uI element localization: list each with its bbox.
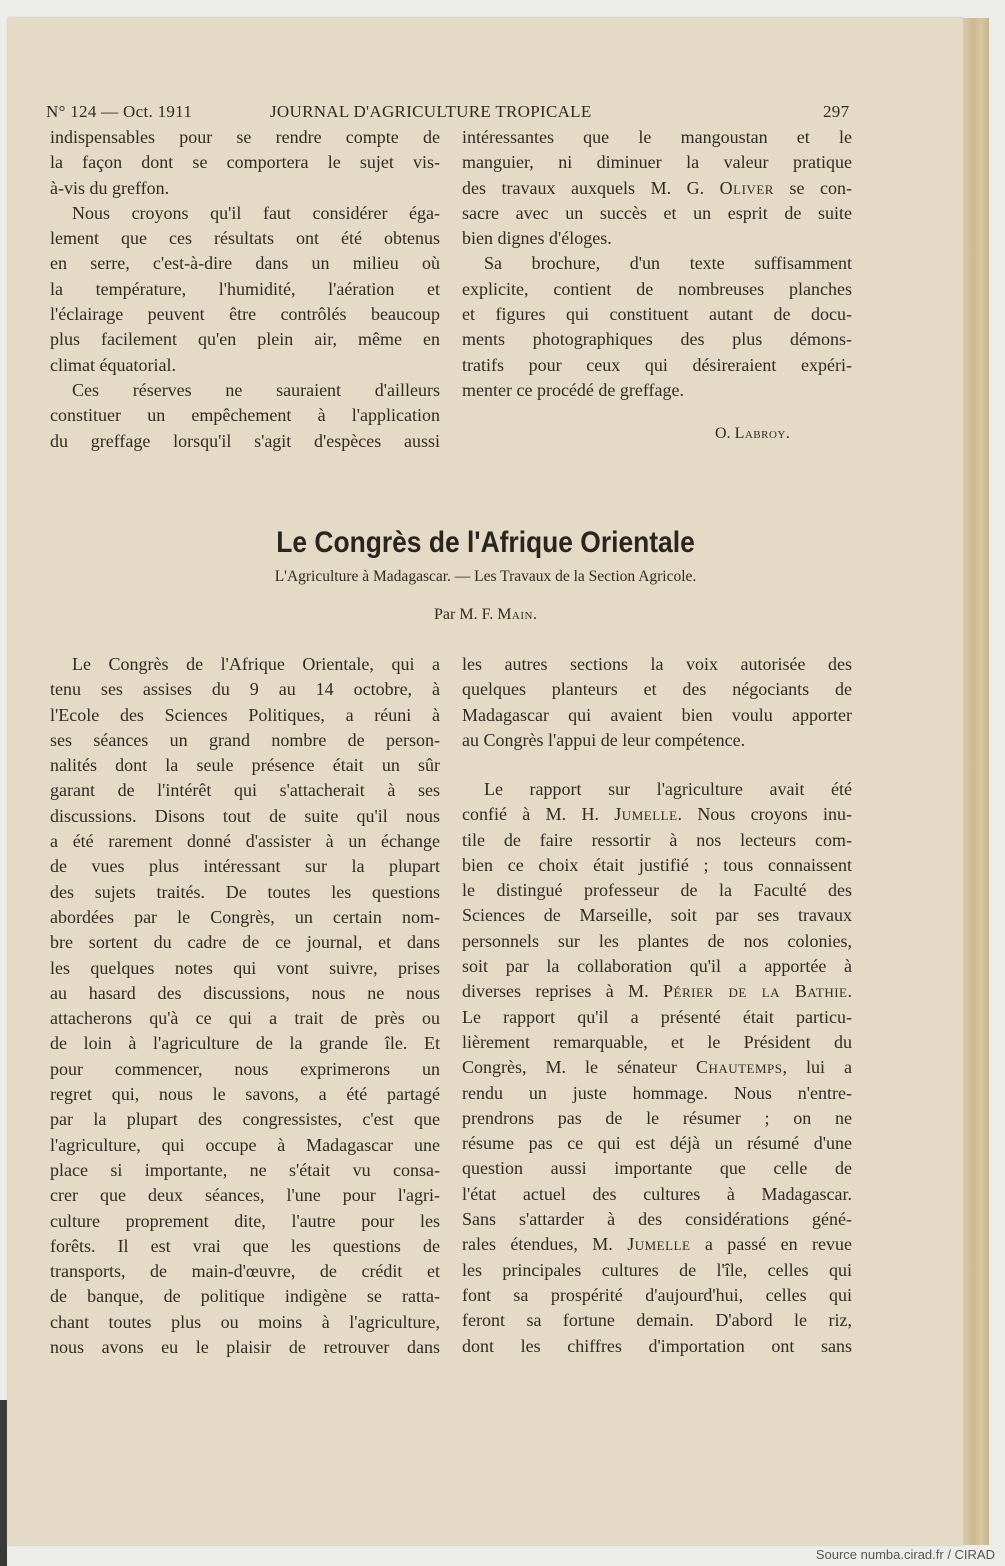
text-line <box>462 878 852 903</box>
text-segment: a été rarement donné d'assister à un échange <box>50 831 440 852</box>
text-segment: tenu ses assises du 9 au 14 octobre, à <box>50 679 440 700</box>
text-segment: l'éclairage peuvent être contrôlés beaucoup <box>50 304 440 325</box>
text-segment: de loin à l'agriculture de la grande île. Et <box>50 1033 440 1054</box>
text-segment: . <box>847 981 852 1002</box>
text-line <box>50 778 440 803</box>
text-segment: Ces réserves ne sauraient d'ailleurs <box>72 379 440 400</box>
byline-end: . <box>532 606 537 623</box>
text-line <box>50 905 440 930</box>
text-line <box>50 1259 440 1284</box>
text-segment: lement que ces résultats ont été obtenus <box>50 228 440 249</box>
text-segment: , lui a <box>782 1057 852 1078</box>
text-segment: a passé en revue <box>690 1234 852 1255</box>
text-line <box>462 1131 852 1156</box>
bottom-right-column <box>462 777 852 1359</box>
text-line <box>462 728 852 753</box>
text-line <box>50 677 440 702</box>
text-segment: attacherons qu'à ce qui a trait de près ou <box>50 1008 440 1029</box>
text-line <box>50 1209 440 1234</box>
text-segment: Le Congrès de l'Afrique Orientale, qui a <box>72 654 440 674</box>
text-segment: manguier, ni diminuer la valeur pratique <box>462 152 852 173</box>
text-line <box>462 1055 852 1080</box>
byline-prefix: Par M. F. <box>434 606 498 623</box>
text-line <box>462 652 852 677</box>
signature-end: . <box>785 425 790 442</box>
text-segment: bre sortent du cadre de ce journal, et dans <box>50 932 440 953</box>
text-line <box>50 753 440 778</box>
person-name: Périer de la Bathie <box>663 981 848 1002</box>
person-name: Oliver <box>719 177 774 198</box>
top-left-column <box>50 125 440 454</box>
text-segment: plus facilement qu'en plein air, même en <box>50 329 440 350</box>
text-line <box>50 1310 440 1335</box>
text-segment: rendu un juste hommage. Nous n'entre- <box>462 1082 852 1103</box>
text-line <box>462 1081 852 1106</box>
text-segment: prendrons pas de le résumer ; on ne <box>462 1107 852 1128</box>
text-segment: Sans s'attarder à des considérations géné- <box>462 1209 852 1230</box>
text-segment: bien ce choix était justifié ; tous connaissent <box>462 854 852 875</box>
text-segment: dont les chiffres d'importation ont sans <box>462 1335 852 1356</box>
text-line <box>462 201 852 226</box>
text-line <box>50 1107 440 1132</box>
text-line <box>50 176 440 201</box>
text-line <box>50 652 440 677</box>
text-line <box>462 1005 852 1030</box>
text-segment: l'Ecole des Sciences Politiques, a réuni à <box>50 704 440 725</box>
text-segment: ses séances un grand nombre de person- <box>50 729 440 750</box>
text-line <box>50 1158 440 1183</box>
text-segment: bien dignes d'éloges. <box>462 228 612 249</box>
page-number: 297 <box>823 102 850 121</box>
text-line <box>50 1183 440 1208</box>
text-segment: à-vis du greffon. <box>50 177 170 198</box>
text-line <box>50 1284 440 1309</box>
text-line <box>50 956 440 981</box>
text-line <box>50 930 440 955</box>
text-segment: forêts. Il est vrai que les questions de <box>50 1235 440 1256</box>
text-line <box>50 1031 440 1056</box>
article-title: Le Congrès de l'Afrique Orientale <box>276 526 695 559</box>
text-line <box>462 1030 852 1055</box>
person-name: Chautemps <box>695 1057 783 1078</box>
text-segment: . Nous croyons inu- <box>677 804 852 825</box>
text-segment: Nous croyons qu'il faut considérer éga- <box>72 202 440 223</box>
text-segment: chant toutes plus ou moins à l'agriculture, <box>50 1311 440 1332</box>
text-segment: par la plupart des congressistes, c'est que <box>50 1109 440 1130</box>
text-line <box>50 327 440 352</box>
text-segment: intéressantes que le mangoustan et le <box>462 127 852 147</box>
text-line <box>462 954 852 979</box>
text-line <box>462 802 852 827</box>
text-line <box>50 1057 440 1082</box>
text-segment: transports, de main-d'œuvre, de crédit et <box>50 1261 440 1282</box>
text-segment: Congrès, M. le sénateur <box>462 1057 696 1078</box>
top-right-column <box>462 125 852 403</box>
text-line <box>50 829 440 854</box>
bottom-left-column <box>50 652 440 1360</box>
text-segment: la façon dont se comportera le sujet vis- <box>50 152 440 173</box>
text-line <box>462 1334 852 1359</box>
text-segment: de vues plus intéressant sur la plupart <box>50 856 440 877</box>
text-segment: abordées par le Congrès, un certain nom- <box>50 906 440 927</box>
text-line <box>50 150 440 175</box>
text-segment: le distingué professeur de la Faculté des <box>462 880 852 901</box>
text-line <box>50 403 440 428</box>
text-line <box>462 979 852 1004</box>
text-line <box>50 1006 440 1031</box>
text-segment: quelques planteurs et des négociants de <box>462 679 852 700</box>
text-segment: des travaux auxquels M. G. <box>462 177 720 198</box>
text-segment: du greffage lorsqu'il s'agit d'espèces aussi <box>50 430 440 451</box>
text-line <box>50 429 440 454</box>
text-line <box>50 1234 440 1259</box>
text-line <box>462 1156 852 1181</box>
text-segment: sacre avec un succès et un esprit de suite <box>462 202 852 223</box>
text-line <box>50 378 440 403</box>
text-line <box>462 150 852 175</box>
text-line <box>50 251 440 276</box>
text-segment: en serre, c'est-à-dire dans un milieu où <box>50 253 440 274</box>
signature <box>715 425 790 443</box>
text-segment: la température, l'humidité, l'aération et <box>50 278 440 299</box>
text-segment: se con- <box>773 177 852 198</box>
text-segment: garant de l'intérêt qui s'attacherait à ses <box>50 780 440 801</box>
text-line <box>50 1082 440 1107</box>
text-segment: confié à M. H. <box>462 804 615 825</box>
text-line <box>50 854 440 879</box>
signature-name: Labroy <box>734 425 786 442</box>
text-line <box>462 828 852 853</box>
text-segment: de banque, de politique indigène se ratta- <box>50 1286 440 1307</box>
text-line <box>50 125 440 150</box>
text-segment: soit par la collaboration qu'il a apportée à <box>462 956 852 977</box>
text-line <box>50 226 440 251</box>
text-segment: tratifs pour ceux qui désireraient expéri- <box>462 354 852 375</box>
text-segment: des sujets traités. De toutes les questions <box>50 881 440 902</box>
text-segment: place si importante, ne s'était vu consa- <box>50 1159 440 1180</box>
text-line <box>462 703 852 728</box>
text-line <box>50 1133 440 1158</box>
text-segment: menter ce procédé de greffage. <box>462 379 685 400</box>
text-segment: feront sa fortune demain. D'abord le riz, <box>462 1310 852 1331</box>
article-byline <box>8 606 963 624</box>
text-segment: regret qui, nous le savons, a été partagé <box>50 1084 440 1105</box>
text-line <box>50 302 440 327</box>
source-credit: Source numba.cirad.fr / CIRAD <box>815 1547 995 1562</box>
text-segment: lièrement remarquable, et le Président du <box>462 1031 852 1052</box>
text-line <box>50 277 440 302</box>
issue-number: N° 124 — Oct. 1911 <box>46 102 193 121</box>
text-segment: et figures qui constituent autant de docu- <box>462 304 852 325</box>
page-stack-edge <box>963 18 989 1545</box>
person-name: Jumelle <box>614 804 678 825</box>
byline-author: Main <box>497 606 533 623</box>
text-line <box>462 1106 852 1131</box>
text-segment: climat équatorial. <box>50 354 176 375</box>
article-subtitle: L'Agriculture à Madagascar. — Les Travaux de la Section Agricole. <box>274 568 697 585</box>
text-line <box>50 703 440 728</box>
text-segment: pour commencer, nous exprimerons un <box>50 1058 440 1079</box>
text-line <box>50 981 440 1006</box>
text-segment: Sciences de Marseille, soit par ses travaux <box>462 905 852 926</box>
signature-initial: O. <box>715 425 735 442</box>
text-segment: crer que deux séances, l'une pour l'agri- <box>50 1185 440 1206</box>
text-segment: au hasard des discussions, nous ne nous <box>50 982 440 1003</box>
text-segment: l'état actuel des cultures à Madagascar. <box>462 1183 852 1204</box>
text-segment: Le rapport qu'il a présenté était particu- <box>462 1006 852 1027</box>
text-line <box>462 1308 852 1333</box>
text-segment: rales étendues, M. <box>462 1234 628 1255</box>
text-segment: constituer un empêchement à l'application <box>50 405 440 426</box>
text-line <box>462 327 852 352</box>
text-line <box>462 378 852 403</box>
text-line <box>462 226 852 251</box>
text-segment: les autres sections la voix autorisée des <box>462 654 852 674</box>
text-segment: culture proprement dite, l'autre pour les <box>50 1210 440 1231</box>
text-segment: nalités dont la seule présence était un sûr <box>50 755 440 776</box>
text-segment: tile de faire ressortir à nos lecteurs com- <box>462 829 852 850</box>
text-segment: Madagascar qui avaient bien voulu apporter <box>462 704 852 725</box>
text-line <box>462 125 852 150</box>
text-segment: question aussi importante que celle de <box>462 1158 852 1179</box>
text-line <box>462 903 852 928</box>
text-line <box>462 853 852 878</box>
text-segment: nous avons eu le plaisir de retrouver dans <box>50 1337 440 1358</box>
text-line <box>462 929 852 954</box>
bottom-right-column-intro <box>462 652 852 753</box>
text-segment: Le rapport sur l'agriculture avait été <box>484 779 852 799</box>
text-segment: indispensables pour se rendre compte de <box>50 127 440 147</box>
journal-title: JOURNAL D'AGRICULTURE TROPICALE <box>270 102 592 121</box>
text-segment: l'agriculture, qui occupe à Madagascar une <box>50 1134 440 1155</box>
text-line <box>462 176 852 201</box>
text-line <box>462 777 852 802</box>
scan-binding-edge <box>0 1400 7 1566</box>
text-line <box>50 804 440 829</box>
text-line <box>462 353 852 378</box>
text-line <box>50 353 440 378</box>
text-segment: discussions. Disons tout de suite qu'il nous <box>50 805 440 826</box>
text-line <box>462 1258 852 1283</box>
text-line <box>50 880 440 905</box>
text-segment: font sa prospérité d'aujourd'hui, celles qui <box>462 1284 852 1305</box>
text-line <box>462 277 852 302</box>
journal-page <box>8 18 963 1545</box>
text-line <box>462 1207 852 1232</box>
text-segment: ments photographiques des plus démons- <box>462 329 852 350</box>
text-segment: personnels sur les plantes de nos colonies, <box>462 930 852 951</box>
text-segment: Sa brochure, d'un texte suffisamment <box>484 253 852 274</box>
text-line <box>462 677 852 702</box>
text-segment: diverses reprises à M. <box>462 981 664 1002</box>
text-segment: les principales cultures de l'île, celles qui <box>462 1259 852 1280</box>
text-line <box>50 201 440 226</box>
text-segment: les quelques notes qui vont suivre, prises <box>50 957 440 978</box>
person-name: Jumelle <box>627 1234 691 1255</box>
text-line <box>50 728 440 753</box>
text-line <box>462 1283 852 1308</box>
text-segment: explicite, contient de nombreuses planches <box>462 278 852 299</box>
text-line <box>462 251 852 276</box>
text-line <box>462 1232 852 1257</box>
text-line <box>50 1335 440 1360</box>
text-segment: résume pas ce qui est déjà un résumé d'une <box>462 1133 852 1154</box>
text-line <box>462 1182 852 1207</box>
text-segment: au Congrès l'appui de leur compétence. <box>462 729 746 750</box>
text-line <box>462 302 852 327</box>
